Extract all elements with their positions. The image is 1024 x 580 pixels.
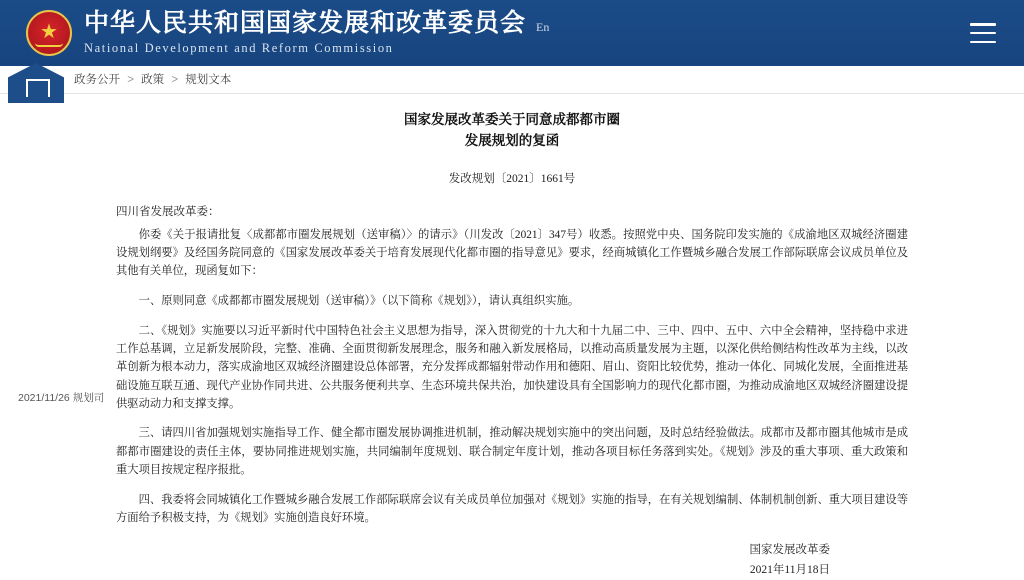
document-paragraph: 三、请四川省加强规划实施指导工作、健全都市圈发展协调推进机制，推动解决规划实施中的突出问题，及时总结经验做法。成都市及都市圈其他城市是成都都市圈建设的责任主体，要协同推进规划实施，共同编制年度规划、联合制定年度计划，推动各项目标任务落到实处。《规划》涉及的重大事项、重大政策和重大项目按规定程序报批。 xyxy=(116,427,908,476)
language-switch-link[interactable]: En xyxy=(536,20,550,34)
document-signature xyxy=(116,541,908,580)
document-paragraph: 一、原则同意《成都都市圈发展规划（送审稿）》（以下简称《规划》），请认真组织实施。 xyxy=(138,295,580,308)
page-footer-meta: 2021/11/26 规划司 xyxy=(18,392,105,404)
site-title-block xyxy=(84,10,526,56)
menu-icon[interactable] xyxy=(970,23,996,43)
breadcrumb-item-0[interactable]: 政务公开 xyxy=(74,74,120,86)
signature-date: 2021年11月18日 xyxy=(749,563,830,576)
breadcrumb-separator: > xyxy=(127,74,134,86)
site-header xyxy=(0,0,1024,66)
home-icon[interactable] xyxy=(8,63,64,103)
signature-org: 国家发展改革委 xyxy=(749,544,830,557)
breadcrumb-item-2[interactable]: 规划文本 xyxy=(185,74,232,86)
document-number: 发改规划〔2021〕1661号 xyxy=(448,172,576,185)
document-body xyxy=(0,94,1024,580)
document-addressee: 四川省发展改革委： xyxy=(116,205,220,218)
breadcrumb xyxy=(0,66,1024,94)
breadcrumb-items xyxy=(74,71,231,87)
document-paragraph: 你委《关于报请批复〈成都都市圈发展规划（送审稿）〉的请示》（川发改〔2021〕347号）收悉。按照党中央、国务院印发实施的《成渝地区双城经济圈建设规划纲要》及经国务院同意的《国家发展改革委关于培育发展现代化都市圈的指导意见》要求，经商城镇化工作暨城乡融合发展工作部际联席会议成员单位及其他有关单位，现函复如下： xyxy=(116,228,908,278)
national-emblem-icon xyxy=(26,10,72,56)
breadcrumb-separator: > xyxy=(171,74,179,86)
breadcrumb-item-1[interactable]: 政策 xyxy=(141,74,165,86)
site-title-cn: 中华人民共和国国家发展和改革委员会 xyxy=(84,9,527,38)
document-paragraph: 二、《规划》实施要以习近平新时代中国特色社会主义思想为指导，深入贯彻党的十九大和十九届二中、三中、四中、五中、六中全会精神，坚持稳中求进工作总基调，立足新发展阶段，完整、准确、全面贯彻新发展理念，服务和融入新发展格局，以推动高质量发展为主题，以深化供给侧结构性改革为主线，以改革创新为根本动力，落实成渝地区双城经济圈建设总体部署，充分发挥成都辐射带动作用和德阳、眉山、资阳比较优势，推动一体化、同城化发展，全面推进基础设施互联互通、现代产业协作同共进、公共服务便利共享、生态环境共保共治，加快建设具有全国影响力的现代化都市圈，为推动成渝地区双城经济圈建设提供驱动动力和支撑支撑。 xyxy=(116,324,908,410)
document-title-line1: 国家发展改革委关于同意成都都市圈 xyxy=(404,112,620,127)
document-paragraph: 四、我委将会同城镇化工作暨城乡融合发展工作部际联席会议有关成员单位加强对《规划》实施的指导，在有关规划编制、体制机制创新、重大项目建设等方面给予积极支持，为《规划》实施创造良好环境。 xyxy=(116,493,908,524)
document-title-line2: 发展规划的复函 xyxy=(464,132,560,148)
site-title-en: National Development and Reform Commission xyxy=(84,40,394,55)
document-title xyxy=(116,110,908,152)
